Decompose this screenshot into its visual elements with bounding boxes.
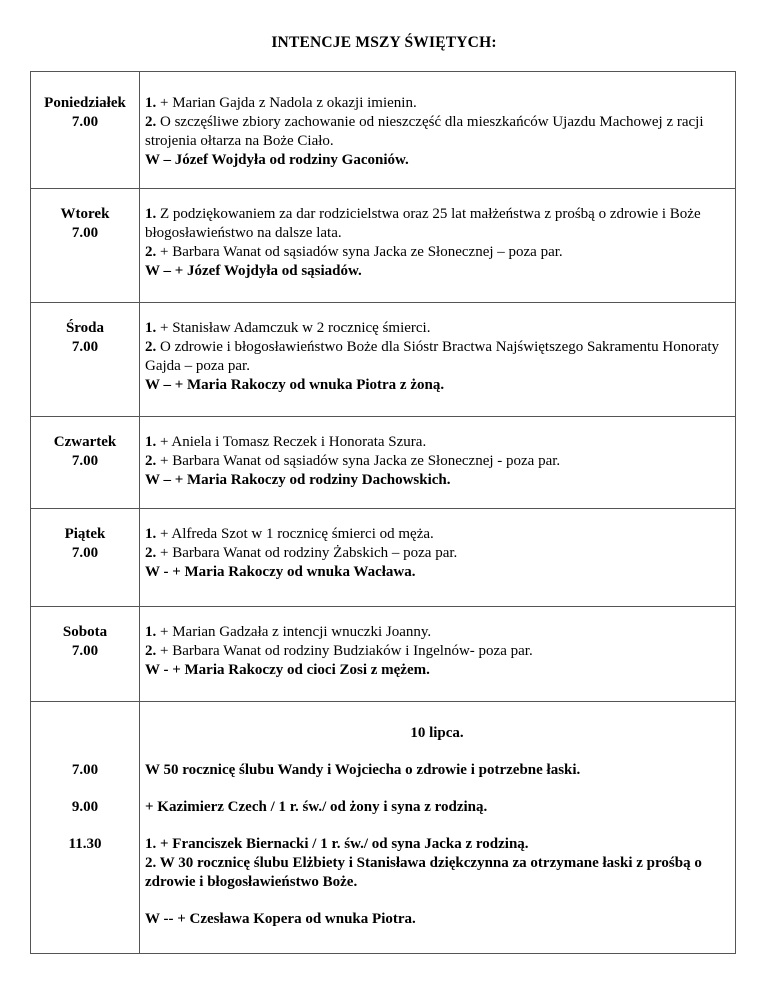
table-row-sunday — [31, 702, 736, 954]
w-intention: W – + Józef Wojdyła od sąsiadów. — [145, 263, 362, 279]
day-time: 7.00 — [71, 225, 99, 241]
w-intention: W -- + Czesława Kopera od wnuka Piotra. — [145, 911, 416, 927]
day-cell — [31, 72, 140, 189]
intention-item: 1. + Alfreda Szot w 1 rocznicę śmierci od męża. — [145, 526, 434, 542]
intention-item: 1. + Stanisław Adamczuk w 2 rocznicę śmierci. — [145, 320, 431, 336]
day-cell — [31, 509, 140, 607]
intentions-cell — [140, 509, 736, 607]
intentions-cell — [140, 72, 736, 189]
intention-item: 1. + Marian Gajda z Nadola z okazji imienin. — [145, 95, 417, 111]
intentions-cell — [140, 417, 736, 509]
mass-intention: 2. W 30 rocznicę ślubu Elżbiety i Stanisława dziękczynna za otrzymane łaski z prośbą o zdrowie i błogosławieństwo Boże. — [145, 855, 702, 890]
mass-intentions-table — [30, 71, 736, 954]
intentions-cell — [140, 303, 736, 417]
day-name: Piątek — [64, 526, 106, 542]
intention-item: 2. + Barbara Wanat od sąsiadów syna Jacka ze Słonecznej – poza par. — [145, 244, 563, 260]
table-row — [31, 509, 736, 607]
intentions-cell — [140, 189, 736, 303]
intention-item: 1. + Aniela i Tomasz Reczek i Honorata Szura. — [145, 434, 427, 450]
day-name: Poniedziałek — [44, 95, 126, 111]
intention-item: 2. + Barbara Wanat od sąsiadów syna Jacka ze Słonecznej - poza par. — [145, 453, 561, 469]
day-time: 7.00 — [71, 339, 99, 355]
day-cell — [31, 303, 140, 417]
sunday-date: 10 lipca. — [410, 725, 464, 741]
day-name: Czwartek — [53, 434, 117, 450]
day-time: 7.00 — [71, 114, 99, 130]
day-cell — [31, 417, 140, 509]
table-row — [31, 189, 736, 303]
table-row — [31, 72, 736, 189]
intention-item: 2. + Barbara Wanat od rodziny Budziaków i Ingelnów- poza par. — [145, 643, 533, 659]
mass-intention: W 50 rocznicę ślubu Wandy i Wojciecha o zdrowie i potrzebne łaski. — [145, 762, 581, 778]
day-time: 7.00 — [71, 643, 99, 659]
mass-time: 7.00 — [71, 762, 99, 778]
intention-item: 2. O szczęśliwe zbiory zachowanie od nieszczęść dla mieszkańców Ujazdu Machowej z racji strojenia ołtarza na Boże Ciało. — [145, 114, 704, 149]
w-intention: W - + Maria Rakoczy od wnuka Wacława. — [145, 564, 416, 580]
day-time: 7.00 — [71, 545, 99, 561]
day-name: Wtorek — [60, 206, 110, 222]
w-intention: W – + Maria Rakoczy od wnuka Piotra z żoną. — [145, 377, 445, 393]
table-row — [31, 417, 736, 509]
intention-item: 1. Z podziękowaniem za dar rodzicielstwa oraz 25 lat małżeństwa z prośbą o zdrowie i Boże błogosławieństwo na dalsze lata. — [145, 206, 701, 241]
w-intention: W – Józef Wojdyła od rodziny Gaconiów. — [145, 152, 409, 168]
w-intention: W – + Maria Rakoczy od rodziny Dachowskich. — [145, 472, 451, 488]
mass-time: 11.30 — [68, 836, 102, 852]
day-cell — [31, 607, 140, 702]
day-time: 7.00 — [71, 453, 99, 469]
day-name: Sobota — [62, 624, 108, 640]
page-title: INTENCJE MSZY ŚWIĘTYCH: — [271, 34, 497, 51]
intention-item: 2. + Barbara Wanat od rodziny Żabskich – poza par. — [145, 545, 458, 561]
day-name: Środa — [65, 320, 105, 336]
day-cell — [31, 189, 140, 303]
intentions-cell — [140, 607, 736, 702]
intention-item: 1. + Marian Gadzała z intencji wnuczki Joanny. — [145, 624, 432, 640]
sunday-time-cell — [31, 702, 140, 954]
mass-time: 9.00 — [71, 799, 99, 815]
mass-intention: 1. + Franciszek Biernacki / 1 r. św./ od syna Jacka z rodziną. — [145, 836, 529, 852]
sunday-intentions-cell — [140, 702, 736, 954]
mass-intention: + Kazimierz Czech / 1 r. św./ od żony i syna z rodziną. — [145, 799, 488, 815]
table-row — [31, 607, 736, 702]
table-row — [31, 303, 736, 417]
intention-item: 2. O zdrowie i błogosławieństwo Boże dla Sióstr Bractwa Najświętszego Sakramentu Honoraty Gajda – poza par. — [145, 339, 720, 374]
w-intention: W - + Maria Rakoczy od cioci Zosi z mężem. — [145, 662, 430, 678]
